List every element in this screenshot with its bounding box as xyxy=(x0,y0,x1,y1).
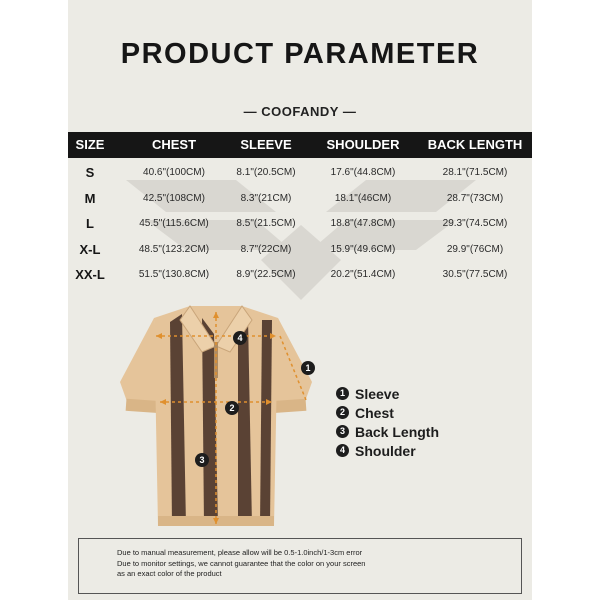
chest-cell: 51.5"(130.8CM) xyxy=(138,269,210,280)
legend-number: 4 xyxy=(336,444,349,457)
size-cell: S xyxy=(85,165,95,180)
measurement-note xyxy=(78,538,522,594)
legend-item-chest xyxy=(336,403,439,422)
table-header xyxy=(68,132,532,158)
legend-label: Back Length xyxy=(355,423,440,440)
back-length-cell: 28.1"(71.5CM) xyxy=(442,167,508,178)
shoulder-cell: 20.2"(51.4CM) xyxy=(330,269,396,280)
note-line: as an exact color of the product xyxy=(117,569,222,578)
header-chest: CHEST xyxy=(151,137,197,152)
size-cell: X-L xyxy=(79,241,101,257)
header-back-length: BACK LENGTH xyxy=(427,137,523,152)
legend-number: 2 xyxy=(336,406,349,419)
legend-item-sleeve xyxy=(336,384,439,403)
marker-sleeve: 1 xyxy=(305,363,311,373)
note-line: Due to manual measurement, please allow will be 0.5-1.0inch/1-3cm error xyxy=(117,548,363,557)
sleeve-cell: 8.7"(22CM) xyxy=(240,243,292,255)
legend-label: Chest xyxy=(355,404,394,421)
table-row xyxy=(68,186,532,212)
header-shoulder: SHOULDER xyxy=(326,137,400,152)
back-length-cell: 29.3"(74.5CM) xyxy=(442,218,508,229)
sleeve-cell: 8.5"(21.5CM) xyxy=(236,218,296,229)
table-row xyxy=(68,262,532,288)
chest-cell: 48.5"(123.2CM) xyxy=(138,243,210,255)
sleeve-cell: 8.9"(22.5CM) xyxy=(236,269,296,280)
header-sleeve: SLEEVE xyxy=(240,137,292,152)
legend-label: Sleeve xyxy=(355,385,400,402)
shoulder-cell: 17.6"(44.8CM) xyxy=(330,167,396,178)
legend-label: Shoulder xyxy=(355,442,416,459)
parameter-panel xyxy=(68,0,532,600)
chest-cell: 42.5"(108CM) xyxy=(143,192,205,204)
sleeve-cell: 8.1"(20.5CM) xyxy=(236,167,296,178)
legend-item-back-length xyxy=(336,422,439,441)
sleeve-cell: 8.3"(21CM) xyxy=(240,192,292,204)
page-title: PRODUCT PARAMETER xyxy=(120,38,480,70)
chest-cell: 45.5"(115.6CM) xyxy=(139,218,209,229)
back-length-cell: 28.7"(73CM) xyxy=(446,192,504,204)
legend-number: 1 xyxy=(336,387,349,400)
size-cell: L xyxy=(86,216,94,231)
marker-chest: 2 xyxy=(229,403,235,413)
marker-back-length: 3 xyxy=(199,455,205,465)
back-length-cell: 30.5"(77.5CM) xyxy=(442,269,508,280)
measurement-legend xyxy=(336,384,439,460)
note-line: Due to monitor settings, we cannot guarantee that the color on your screen xyxy=(117,558,366,568)
shoulder-cell: 18.8"(47.8CM) xyxy=(330,218,396,229)
polo-shirt-illustration-icon xyxy=(116,298,316,532)
table-row xyxy=(68,211,532,237)
legend-item-shoulder xyxy=(336,441,439,460)
marker-shoulder: 4 xyxy=(237,333,243,343)
table-row xyxy=(68,160,532,186)
shoulder-cell: 18.1"(46CM) xyxy=(334,192,392,204)
chest-cell: 40.6"(100CM) xyxy=(143,167,205,178)
size-cell: XX-L xyxy=(75,267,105,282)
table-row xyxy=(68,237,532,263)
back-length-cell: 29.9"(76CM) xyxy=(446,243,504,255)
shoulder-cell: 15.9"(49.6CM) xyxy=(330,243,396,255)
size-cell: M xyxy=(84,190,96,206)
brand-name: — COOFANDY — xyxy=(243,104,357,119)
legend-number: 3 xyxy=(336,425,349,438)
header-size: SIZE xyxy=(75,137,105,152)
